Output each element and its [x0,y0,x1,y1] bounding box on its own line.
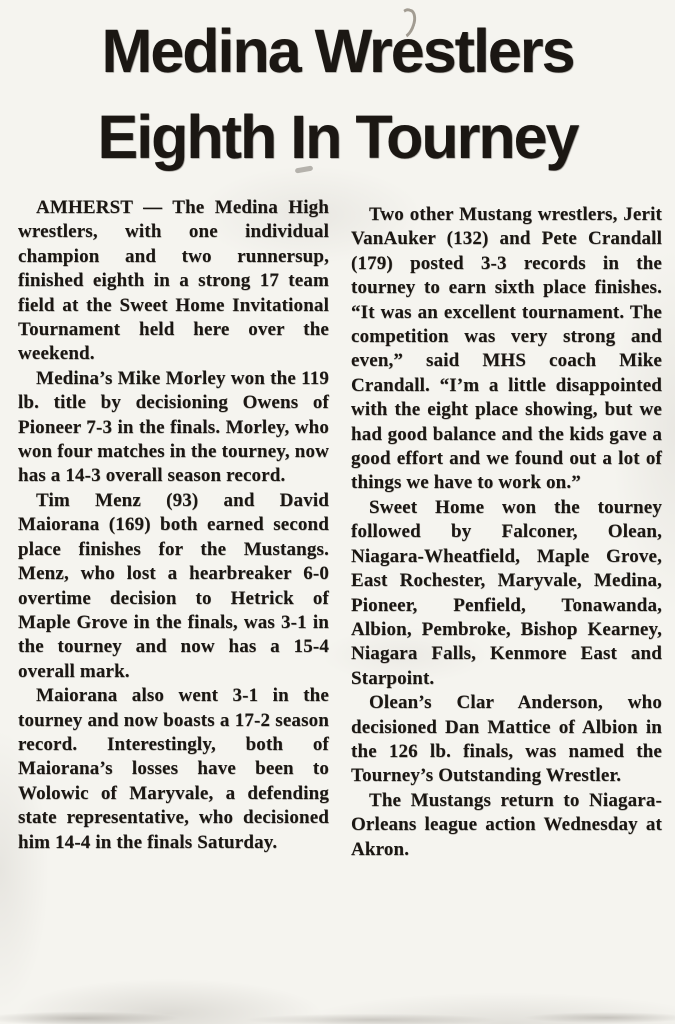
scan-edge-smudge [0,1010,675,1024]
paragraph: Tim Menz (93) and David Maiorana (169) both earned second place finishes for the Mustangs. Menz, who lost a hearbreaker 6-0 overtime decision to Hetrick of Maple Grove in the finals, was 3-1 in the tourney and now has a 15-4 overall mark. [18,489,329,682]
headline-line-1: Medina Wrestlers [101,17,574,85]
paragraph: The Mustangs return to Niagara-Orleans league action Wednesday at Akron. [351,789,662,860]
paragraph: Olean’s Clar Anderson, who decisioned Dan Mattice of Albion in the 126 lb. finals, was named the Tourney’s Outstanding Wrestler. [351,692,662,787]
paragraph: Two other Mustang wrestlers, Jerit VanAuker (132) and Pete Crandall (179) posted 3-3 records in the tourney to earn sixth place finishes. “It was an excellent tournament. The competition was very strong and even,” said MHS coach Mike Crandall. “I’m a little disappointed with the eight place showing, but we had good balance and the kids gave a good effort and we found out a lot of things we have to work on.” [351,204,662,494]
paragraph: Medina’s Mike Morley won the 119 lb. title by decisioning Owens of Pioneer 7-3 in the finals. Morley, who won four matches in the tourney, now has a 14-3 overall season record. [18,367,329,487]
headline-line-2: Eighth In Tourney [97,103,578,171]
paragraph: Sweet Home won the tourney followed by Falconer, Olean, Niagara-Wheatfield, Maple Grove, East Rochester, Maryvale, Medina, Pioneer, Penfield, Tonawanda, Albion, Pembroke, Bishop Kearney, Niagara Falls, Kenmore East and Starpoint. [351,496,662,689]
column-right [351,196,662,862]
column-left [18,196,329,862]
article-headline [0,0,675,180]
paragraph: Maiorana also went 3-1 in the tourney and now boasts a 17-2 season record. Interestingly, both of Maiorana’s losses have been to Wolowic of Maryvale, a defending state representative, who decisioned him 14-4 in the finals Saturday. [18,685,329,853]
article-body [0,180,675,862]
paragraph-dateline: AMHERST — The Medina High wrestlers, with one individual champion and two runnersup, finished eighth in a strong 17 team field at the Sweet Home Invitational Tournament held here over the weekend. [18,197,329,365]
